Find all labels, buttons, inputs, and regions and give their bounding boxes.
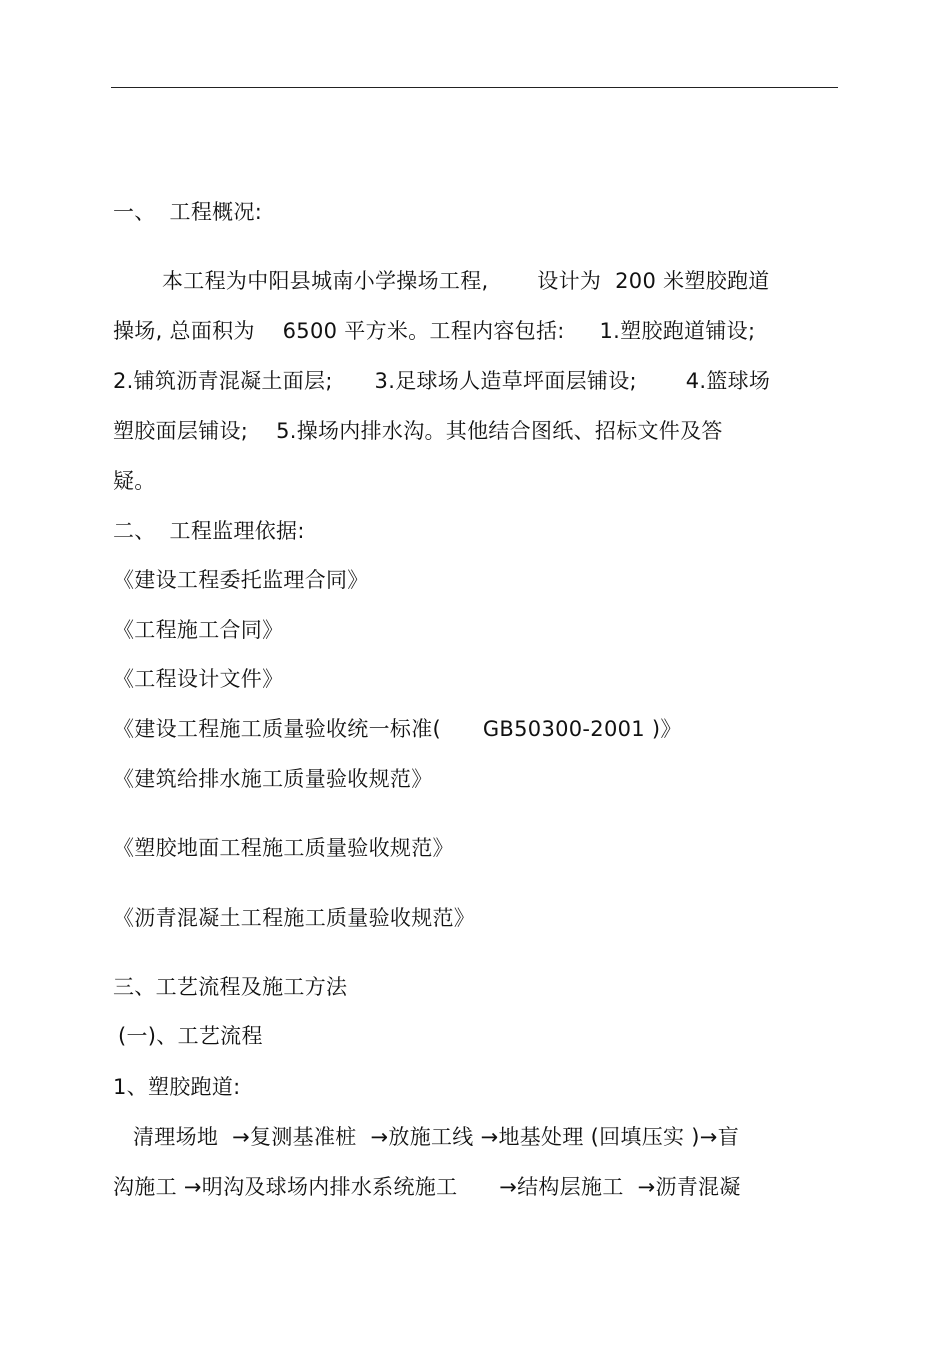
section1-heading: 一、 工程概况: (113, 200, 263, 224)
section1-paragraph-line: 疑。 (113, 469, 156, 493)
header-rule (111, 87, 838, 88)
item1-title: 1、塑胶跑道: (113, 1075, 241, 1099)
process-flow-line: 沟施工 →明沟及球场内排水系统施工 →结构层施工 →沥青混凝 (113, 1175, 741, 1199)
section1-paragraph-line: 本工程为中阳县城南小学操场工程, 设计为 200 米塑胶跑道 (162, 269, 770, 293)
reference-item: 《沥青混凝土工程施工质量验收规范》 (113, 906, 476, 930)
reference-item: 《建设工程委托监理合同》 (113, 568, 369, 592)
section1-paragraph-line: 塑胶面层铺设; 5.操场内排水沟。其他结合图纸、招标文件及答 (113, 419, 723, 443)
section1-paragraph-line: 2.铺筑沥青混凝土面层; 3.足球场人造草坪面层铺设; 4.篮球场 (113, 369, 771, 393)
reference-item: 《塑胶地面工程施工质量验收规范》 (113, 836, 454, 860)
reference-item: 《建设工程施工质量验收统一标准( GB50300-2001 )》 (113, 717, 682, 741)
section1-paragraph-line: 操场, 总面积为 6500 平方米。工程内容包括: 1.塑胶跑道铺设; (113, 319, 756, 343)
section2-heading: 二、 工程监理依据: (113, 519, 305, 543)
reference-item: 《建筑给排水施工质量验收规范》 (113, 767, 433, 791)
reference-item: 《工程施工合同》 (113, 618, 284, 642)
section3-heading: 三、工艺流程及施工方法 (113, 975, 348, 999)
reference-item: 《工程设计文件》 (113, 667, 284, 691)
process-flow-line: 清理场地 →复测基准桩 →放施工线 →地基处理 (回填压实 )→盲 (133, 1125, 739, 1149)
section3-subheading: (一)、工艺流程 (118, 1024, 263, 1048)
